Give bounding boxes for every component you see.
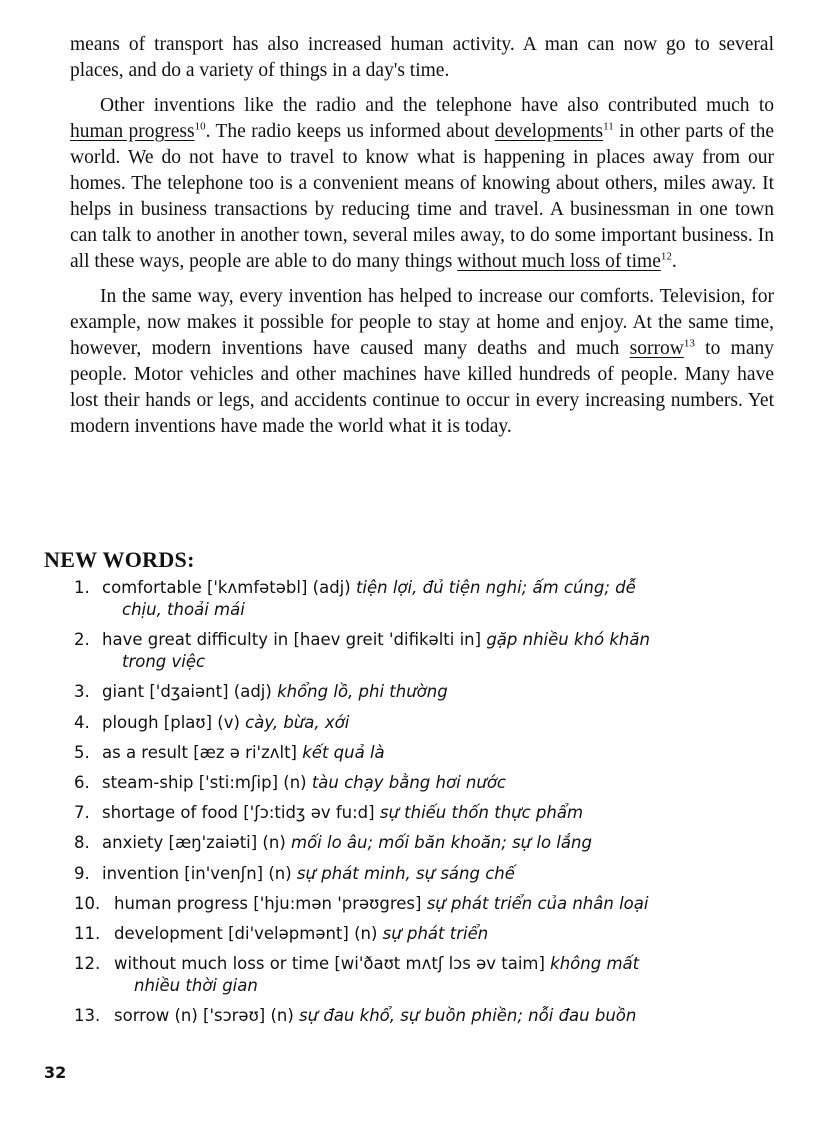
new-words-heading: NEW WORDS: [44,547,195,572]
paragraph-3: In the same way, every invention has helped to increase our comforts. Television, for example, now makes it possible for people to stay at home and enjoy. At the same time, however, modern inventions have caused many deaths and much sorrow$^{13}$ to many people. Motor vehicles and other machines have killed hundreds of people. Many have lost their hands or legs, and accidents continue to occur in every increasing numbers. Yet modern inventions have made the world what it is today. [70,286,774,437]
reading-passage [70,32,774,449]
underlined-term-12: without much loss of time [457,251,661,272]
footnote-marker-10: 10 [194,120,206,133]
vocab-item: 9. invention [in'venʃn] (n) sự phát minh, sự sáng chế [74,863,515,883]
vocab-item: 4. plough [plaʊ] (v) cày, bừa, xới [74,712,350,732]
footnote-marker-12: 12 [660,250,672,263]
underlined-term-13: sorrow [629,338,684,359]
vocab-item: 2. have great difficulty in [haev greit 'difikəlti in] gặp nhiều khó khăn trong việc [74,630,650,672]
vocab-item: 3. giant ['dʒaiənt] (adj) khổng lồ, phi thường [74,682,448,702]
vocab-item: 12. without much loss or time [wi'ðaʊt mʌtʃ lɔs əv taim] không mất nhiều thời gian [74,954,640,996]
vocab-item: 1. comfortable ['kʌmfətəbl] (adj) tiện lợi, đủ tiện nghi; ấm cúng; dễ chịu, thoải mái [74,578,636,619]
vocab-item: 13. sorrow (n) ['sɔrəʊ] (n) sự đau khổ, sự buồn phiền; nỗi đau buồn [74,1006,637,1026]
vocab-item: 7. shortage of food ['ʃɔ:tidʒ əv fu:d] sự thiếu thốn thực phẩm [74,803,584,823]
vocab-item: 6. steam-ship ['sti:mʃip] (n) tàu chạy bằng hơi nước [74,772,506,792]
vocabulary-list [74,577,774,1035]
vocab-item: 11. development [di'veləpmənt] (n) sự phát triển [74,923,489,943]
footnote-marker-11: 11 [603,120,614,133]
vocab-item: 10. human progress ['hju:mən 'prəʊgres] sự phát triển của nhân loại [74,893,649,913]
paragraph-2: Other inventions like the radio and the telephone have also contributed much to human progress$^{10}$. The radio keeps us informed about developments$^{11}$ in other parts of the world. We do not have to travel to know what is happening in places away from our homes. The telephone too is a convenient means of knowing about others, miles away. It helps in business transactions by reducing time and travel. A businessman in one town can talk to another in another town, several miles away, to do some important business. In all these ways, people are able to do many things without much loss of time$^{12}$. [70,95,774,272]
page-number: 32 [44,1063,67,1082]
footnote-marker-13: 13 [683,337,695,350]
vocab-item: 8. anxiety [æŋ'zaiəti] (n) mối lo âu; mối băn khoăn; sự lo lắng [74,833,592,853]
underlined-term-11: developments [494,121,604,142]
underlined-term-10: human progress [70,121,195,142]
paragraph-1: means of transport has also increased human activity. A man can now go to several places, and do a variety of things in a day's time. [70,34,774,81]
vocab-item: 5. as a result [æz ə ri'zʌlt] kết quả là [74,742,385,762]
